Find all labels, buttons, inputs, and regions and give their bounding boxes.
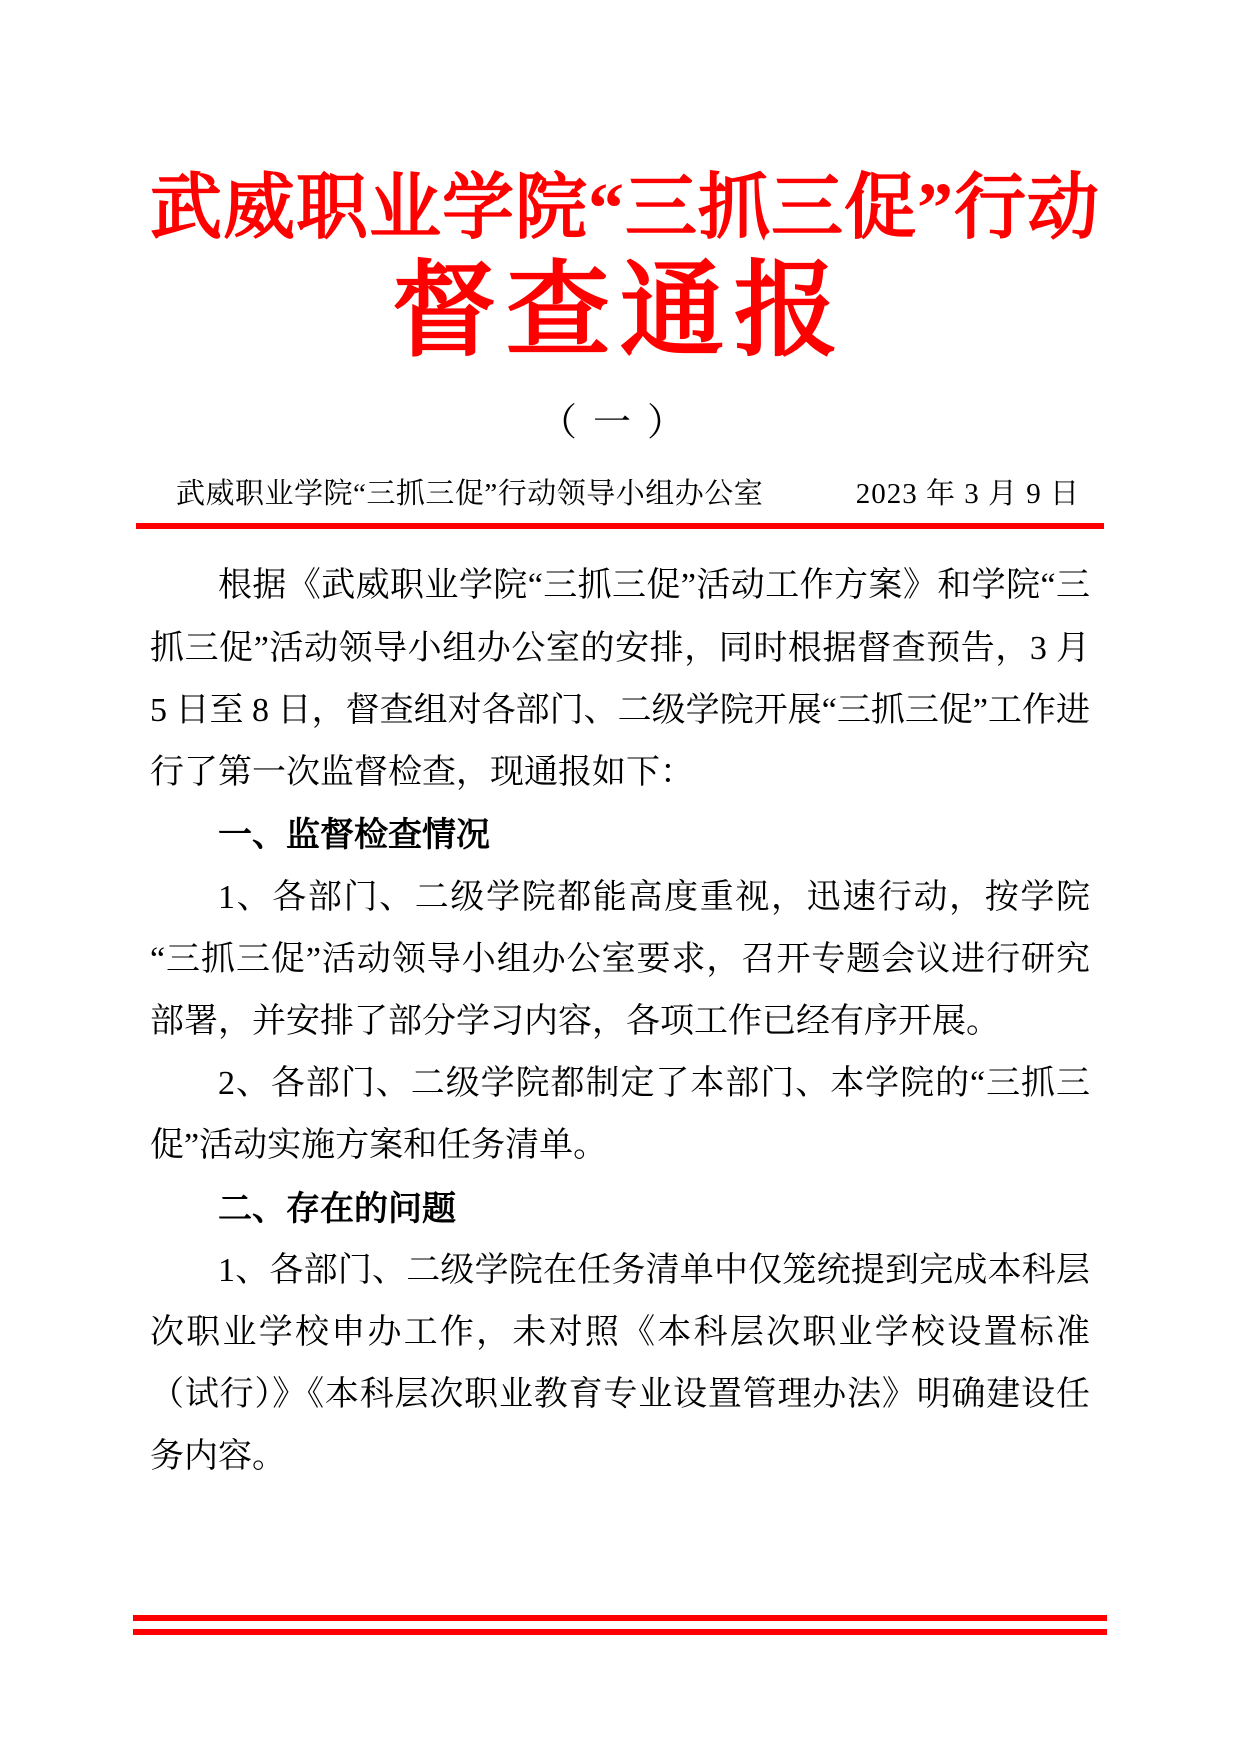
paragraph: 根据《武威职业学院“三抓三促”活动工作方案》和学院“三抓三促”活动领导小组办公室的安排，同时根据督查预告，3 月 5 日至 8 日，督查组对各部门、二级学院开展“三抓三促”工作进行了第一次监督检查，现通报如下：: [150, 567, 1090, 792]
document-body: [150, 555, 1090, 1488]
section-heading-2: 二、存在的问题: [218, 1189, 456, 1228]
section-heading-1: 一、监督检查情况: [218, 816, 490, 855]
document-header-row: [136, 477, 1104, 530]
paragraph: 1、各部门、二级学院都能高度重视，迅速行动，按学院“三抓三促”活动领导小组办公室要求，召开专题会议进行研究部署，并安排了部分学习内容，各项工作已经有序开展。: [150, 878, 1090, 1040]
document-title-line1: 武威职业学院“三抓三促”行动: [150, 168, 1101, 248]
issuer-name: 武威职业学院“三抓三促”行动领导小组办公室: [176, 477, 764, 510]
bottom-double-rule: [133, 1615, 1107, 1635]
document-title-line2: 督查通报: [391, 253, 848, 369]
paragraph: 2、各部门、二级学院都制定了本部门、本学院的“三抓三促”活动实施方案和任务清单。: [150, 1065, 1090, 1165]
paragraph: 1、各部门、二级学院在任务清单中仅笼统提到完成本科层次职业学校申办工作，未对照《本科层次职业学校设置标准（试行）》《本科层次职业教育专业设置管理办法》明确建设任务内容。: [150, 1251, 1090, 1476]
issue-date: 2023 年 3 月 9 日: [855, 477, 1080, 510]
issue-number: （一）: [538, 402, 701, 445]
